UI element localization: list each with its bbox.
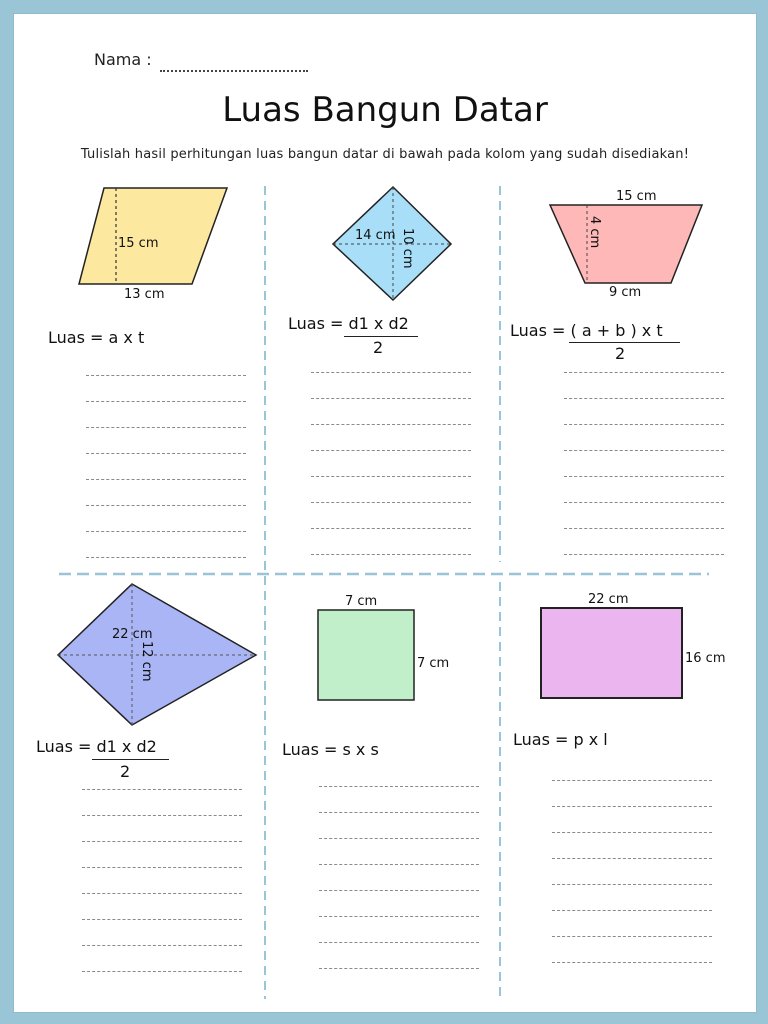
answer-line[interactable] [311, 399, 471, 425]
rectangle-shape [541, 608, 682, 698]
answer-line[interactable] [564, 347, 724, 373]
square-top-label: 7 cm [345, 594, 378, 609]
answer-line[interactable] [319, 813, 479, 839]
parallelogram-answer-area[interactable] [86, 350, 246, 558]
square-side-label: 7 cm [417, 656, 450, 671]
answer-line[interactable] [311, 451, 471, 477]
rectangle-top-label: 22 cm [588, 592, 629, 607]
parallelogram-height-label: 15 cm [118, 236, 159, 251]
answer-line[interactable] [86, 454, 246, 480]
square-shape [318, 610, 414, 700]
answer-line[interactable] [82, 764, 242, 790]
trapezoid-formula-denominator: 2 [615, 344, 626, 363]
rectangle-answer-area[interactable] [552, 755, 712, 963]
rectangle-side-label: 16 cm [685, 651, 726, 666]
answer-line[interactable] [82, 816, 242, 842]
answer-line[interactable] [552, 807, 712, 833]
answer-line[interactable] [552, 755, 712, 781]
answer-line[interactable] [319, 839, 479, 865]
answer-line[interactable] [311, 373, 471, 399]
answer-line[interactable] [86, 506, 246, 532]
answer-line[interactable] [564, 425, 724, 451]
rhombus-shape [333, 187, 451, 300]
answer-line[interactable] [82, 894, 242, 920]
answer-line[interactable] [86, 350, 246, 376]
answer-line[interactable] [564, 451, 724, 477]
answer-line[interactable] [319, 943, 479, 969]
answer-line[interactable] [86, 402, 246, 428]
rhombus-answer-area[interactable] [311, 347, 471, 555]
answer-line[interactable] [86, 480, 246, 506]
trapezoid-shape [550, 205, 702, 283]
trapezoid-formula-numerator: Luas = ( a + b ) x t [510, 321, 663, 340]
kite-fraction-bar [92, 759, 169, 760]
worksheet [13, 13, 757, 1013]
answer-line[interactable] [82, 946, 242, 972]
answer-line[interactable] [552, 937, 712, 963]
rhombus-d2-label: 10 cm [400, 228, 415, 269]
answer-line[interactable] [564, 399, 724, 425]
answer-line[interactable] [552, 859, 712, 885]
answer-line[interactable] [311, 529, 471, 555]
answer-line[interactable] [319, 761, 479, 787]
rhombus-d1-label: 14 cm [355, 228, 396, 243]
trapezoid-top-label: 15 cm [616, 189, 657, 204]
kite-formula-numerator: Luas = d1 x d2 [36, 737, 157, 756]
answer-line[interactable] [82, 868, 242, 894]
answer-line[interactable] [311, 503, 471, 529]
answer-line[interactable] [311, 347, 471, 373]
answer-line[interactable] [319, 917, 479, 943]
rhombus-formula-denominator: 2 [373, 338, 384, 357]
answer-line[interactable] [552, 833, 712, 859]
answer-line[interactable] [552, 781, 712, 807]
answer-line[interactable] [82, 920, 242, 946]
answer-line[interactable] [82, 842, 242, 868]
rectangle-formula: Luas = p x l [513, 730, 608, 749]
rhombus-formula-numerator: Luas = d1 x d2 [288, 314, 409, 333]
answer-line[interactable] [319, 787, 479, 813]
square-formula: Luas = s x s [282, 740, 379, 759]
trapezoid-fraction-bar [569, 342, 680, 343]
instruction-text: Tulislah hasil perhitungan luas bangun datar di bawah pada kolom yang sudah disediakan! [80, 147, 690, 162]
answer-line[interactable] [564, 477, 724, 503]
name-label: Nama : [94, 50, 152, 69]
answer-line[interactable] [86, 376, 246, 402]
answer-line[interactable] [311, 477, 471, 503]
rhombus-fraction-bar [344, 336, 418, 337]
answer-line[interactable] [86, 532, 246, 558]
kite-d1-label: 22 cm [112, 627, 153, 642]
answer-line[interactable] [319, 891, 479, 917]
parallelogram-base-label: 13 cm [124, 287, 165, 302]
answer-line[interactable] [86, 428, 246, 454]
answer-line[interactable] [564, 503, 724, 529]
parallelogram-formula: Luas = a x t [48, 328, 145, 347]
kite-d2-label: 12 cm [139, 641, 154, 682]
answer-line[interactable] [82, 790, 242, 816]
trapezoid-answer-area[interactable] [564, 347, 724, 555]
kite-formula-denominator: 2 [120, 762, 131, 781]
trapezoid-height-label: 4 cm [587, 216, 602, 249]
answer-line[interactable] [552, 885, 712, 911]
answer-line[interactable] [311, 425, 471, 451]
square-answer-area[interactable] [319, 761, 479, 969]
trapezoid-bottom-label: 9 cm [609, 285, 642, 300]
answer-line[interactable] [552, 911, 712, 937]
answer-line[interactable] [319, 865, 479, 891]
answer-line[interactable] [564, 373, 724, 399]
answer-line[interactable] [564, 529, 724, 555]
page-title: Luas Bangun Datar [222, 90, 548, 130]
kite-answer-area[interactable] [82, 764, 242, 972]
